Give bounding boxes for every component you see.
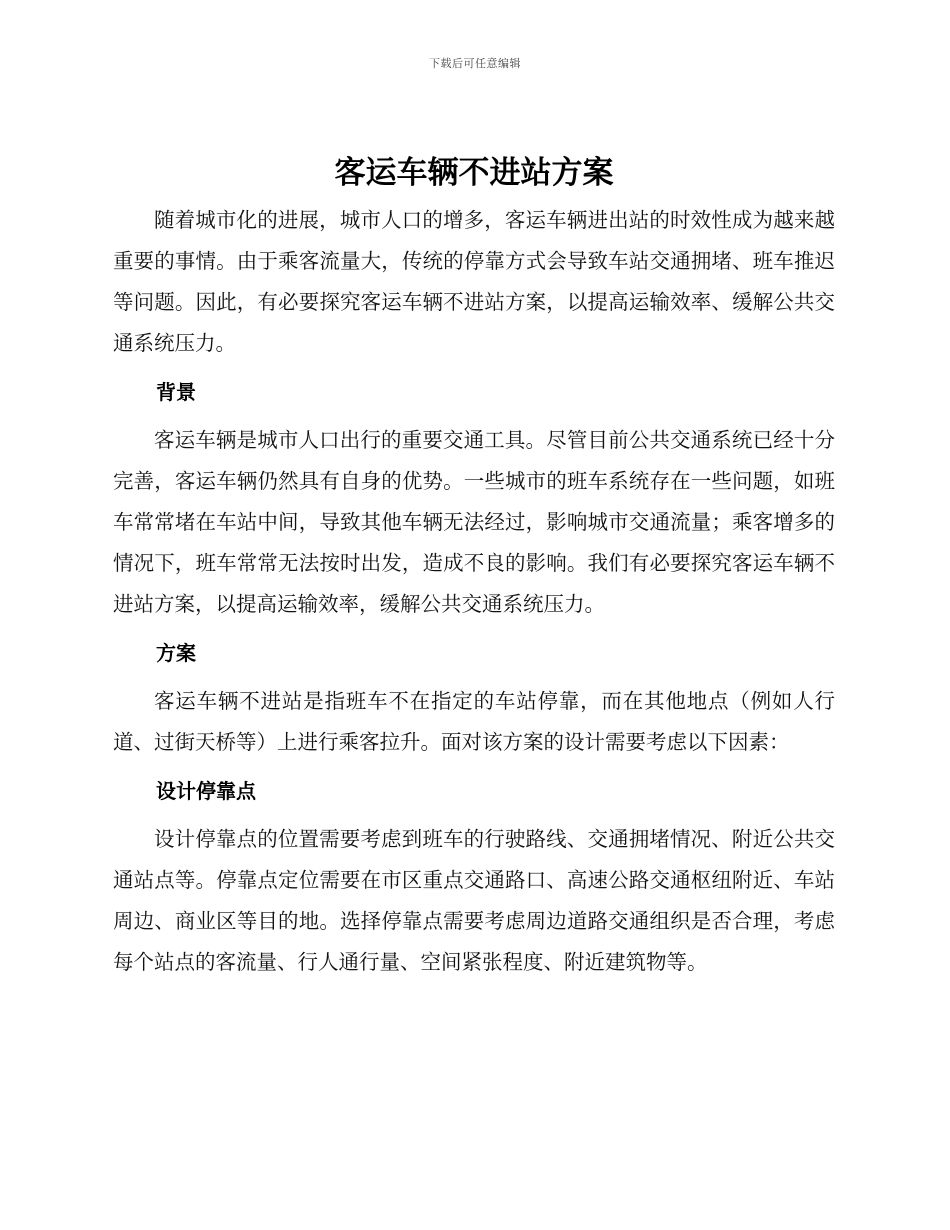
section-heading-stop-design: 设计停靠点 [156, 779, 256, 803]
section-body-background: 客运车辆是城市人口出行的重要交通工具。尽管目前公共交通系统已经十分完善，客运车辆仍然具有自身的优势。一些城市的班车系统存在一些问题，如班车常常堵在车站中间，导致其他车辆无法经过，影响城市交通流量；乘客增多的情况下，班车常常无法按时出发，造成不良的影响。我们有必要探究客运车辆不进站方案，以提高运输效率，缓解公共交通系统压力。 [113, 428, 835, 616]
section-heading-background: 背景 [156, 380, 196, 404]
section-heading-plan: 方案 [156, 641, 196, 665]
document-title: 客运车辆不进站方案 [334, 155, 614, 191]
section-body-plan: 客运车辆不进站是指班车不在指定的车站停靠，而在其他地点（例如人行道、过街天桥等）上进行乘客拉升。面对该方案的设计需要考虑以下因素： [113, 689, 835, 754]
section-body-stop-design: 设计停靠点的位置需要考虑到班车的行驶路线、交通拥堵情况、附近公共交通站点等。停靠点定位需要在市区重点交通路口、高速公路交通枢纽附近、车站周边、商业区等目的地。选择停靠点需要考虑周边道路交通组织是否合理，考虑每个站点的客流量、行人通行量、空间紧张程度、附近建筑物等。 [113, 827, 835, 974]
intro-paragraph: 随着城市化的进展，城市人口的增多，客运车辆进出站的时效性成为越来越重要的事情。由于乘客流量大，传统的停靠方式会导致车站交通拥堵、班车推迟等问题。因此，有必要探究客运车辆不进站方案，以提高运输效率、缓解公共交通系统压力。 [113, 208, 835, 355]
document-body [113, 150, 835, 983]
header-note: 下载后可任意编辑 [429, 57, 521, 70]
